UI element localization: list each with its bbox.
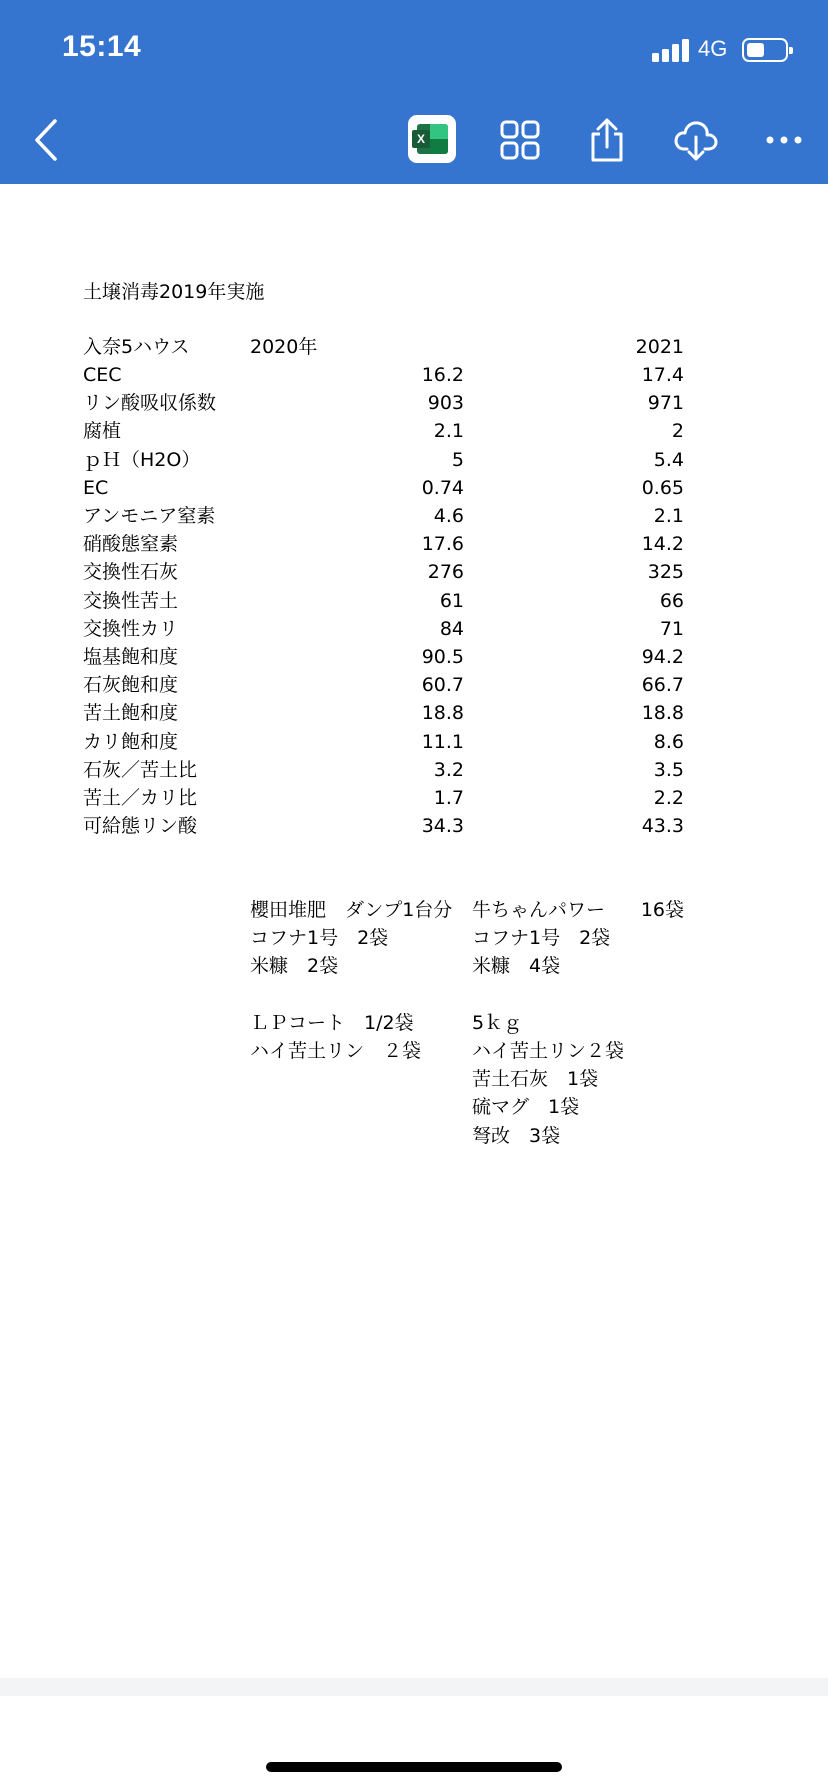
value-2021: 94.2 (641, 646, 684, 668)
more-button[interactable] (758, 112, 810, 168)
value-2021: 0.65 (641, 476, 684, 499)
value-2021: 971 (647, 392, 684, 415)
value-2020: 4.6 (433, 505, 464, 527)
value-2021: 66 (659, 589, 684, 612)
value-2021: 18.8 (641, 702, 684, 725)
battery-icon (742, 38, 788, 62)
note-2020: 櫻田堆肥 ダンプ1台分 (250, 899, 453, 921)
row-label: ｐＨ（H2O） (83, 448, 201, 471)
header-year-2021: 2021 (635, 336, 684, 358)
value-2021: 2.2 (653, 787, 684, 809)
value-2020: 17.6 (421, 533, 464, 556)
value-2021: 2.1 (653, 505, 684, 527)
row-label: カリ飽和度 (83, 730, 179, 753)
row-label: 可給態リン酸 (83, 815, 198, 838)
value-2021: 5.4 (653, 448, 684, 471)
value-2021: 2 (671, 420, 684, 443)
home-indicator[interactable] (266, 1762, 562, 1772)
note-2021: コフナ1号 2袋 (472, 927, 611, 950)
value-2020: 16.2 (421, 364, 464, 386)
back-button[interactable] (20, 112, 72, 168)
row-label: 交換性苦土 (83, 589, 179, 612)
value-2021: 17.4 (641, 364, 684, 386)
row-label: 交換性カリ (83, 617, 179, 640)
header-label: 入奈5ハウス (83, 336, 190, 358)
sheet-title: 土壌消毒2019年実施 (83, 281, 265, 303)
value-2020: 34.3 (421, 815, 464, 838)
cellular-signal-icon (652, 36, 692, 62)
row-label: 交換性石灰 (83, 561, 179, 584)
note-2021: 弩改 3袋 (472, 1124, 561, 1147)
more-icon (764, 135, 804, 145)
status-time: 15:14 (62, 30, 142, 63)
app-header (0, 0, 828, 184)
note-2021-count: 16袋 (640, 899, 684, 921)
row-label: アンモニア窒素 (83, 505, 216, 527)
row-label: CEC (83, 364, 122, 386)
row-label: 苦土飽和度 (83, 702, 179, 725)
spreadsheet-document[interactable] (0, 184, 828, 1678)
note-2020: コフナ1号 2袋 (250, 927, 389, 950)
row-label: リン酸吸収係数 (83, 392, 217, 415)
share-button[interactable] (581, 112, 633, 168)
value-2020: 90.5 (421, 646, 464, 668)
grid-view-icon (500, 120, 540, 160)
note-2020: ハイ苦土リン ２袋 (250, 1040, 422, 1062)
value-2020: 276 (427, 561, 464, 584)
value-2021: 71 (659, 617, 684, 640)
value-2020: 903 (427, 392, 464, 415)
note-2020: 米糠 2袋 (250, 955, 339, 978)
value-2020: 2.1 (433, 420, 464, 443)
row-label: 石灰／苦土比 (83, 758, 198, 781)
value-2021: 66.7 (641, 674, 684, 697)
network-type: 4G (698, 36, 728, 61)
value-2021: 43.3 (641, 815, 684, 838)
value-2020: 18.8 (421, 702, 464, 725)
value-2020: 11.1 (421, 730, 464, 753)
value-2020: 5 (451, 448, 464, 471)
bottom-divider (0, 1678, 828, 1696)
excel-app-button[interactable]: X (408, 115, 456, 163)
row-label: EC (83, 476, 109, 499)
value-2020: 3.2 (433, 758, 464, 781)
grid-view-button[interactable] (494, 112, 546, 168)
value-2021: 3.5 (653, 758, 684, 781)
note-2021: 苦土石灰 1袋 (472, 1068, 599, 1091)
value-2021: 325 (647, 561, 684, 584)
download-cloud-icon (674, 119, 718, 161)
note-2021: 牛ちゃんパワー (472, 899, 606, 921)
note-2021: ハイ苦土リン２袋 (472, 1040, 625, 1062)
value-2020: 84 (439, 617, 464, 640)
note-2021: 米糠 4袋 (472, 955, 561, 978)
row-label: 苦土／カリ比 (83, 787, 198, 809)
row-label: 塩基飽和度 (83, 646, 179, 668)
value-2021: 8.6 (653, 730, 684, 753)
value-2020: 61 (439, 589, 464, 612)
download-button[interactable] (670, 112, 722, 168)
row-label: 腐植 (83, 420, 122, 443)
note-2021: 硫マグ 1袋 (472, 1096, 580, 1119)
share-icon (587, 117, 627, 163)
note-2020: ＬＰコート 1/2袋 (250, 1011, 414, 1034)
row-label: 硝酸態窒素 (83, 533, 179, 556)
back-chevron-icon (31, 118, 61, 162)
row-label: 石灰飽和度 (83, 674, 179, 697)
value-2021: 14.2 (641, 533, 684, 556)
note-2021: 5ｋｇ (472, 1011, 523, 1034)
header-year-2020: 2020年 (250, 336, 318, 358)
value-2020: 0.74 (421, 476, 464, 499)
value-2020: 60.7 (421, 674, 464, 697)
value-2020: 1.7 (433, 787, 464, 809)
